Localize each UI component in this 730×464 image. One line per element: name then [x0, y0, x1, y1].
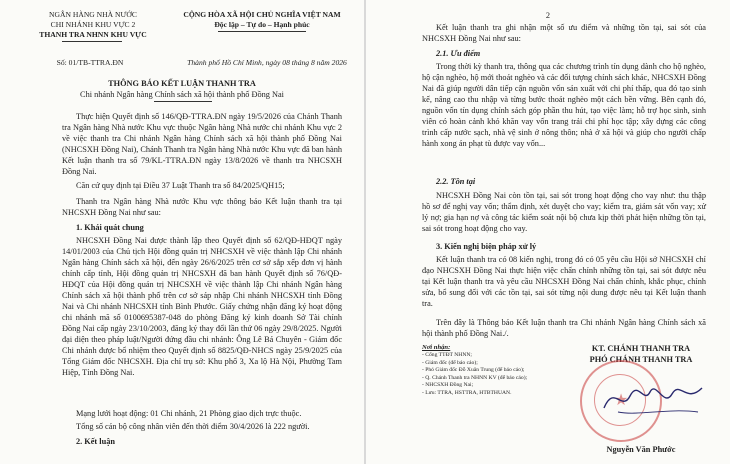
seal-star-icon: ★: [613, 392, 629, 409]
section-1-paragraph: NHCSXH Đồng Nai được thành lập theo Quyết định số 62/QĐ-HĐQT ngày 14/01/2003 của Chủ tịch Hội đồng quản trị NHCSXH về việc thành lập Chi nhánh Ngân hàng Chính sách xã hội, đến ngày 26/6/2025 trên cơ sở sắp xếp đơn vị hành chính cấp tỉnh, Hội đồng quản trị NHCSXH đã ban hành Quyết định số 76/QĐ-HĐQT của Hội đồng quản trị NHCSXH về việc thành lập Chi nhánh Ngân hàng Chính sách xã hội thành phố trên cơ sở sáp nhập Chi nhánh NHCSXH tỉnh Đồng Nai và Chi nhánh NHCSXH tỉnh Bình Phước. Giấy chứng nhận đăng ký hoạt động chi nhánh mã số 0100695387-048 do phòng Đăng ký kinh doanh Sở Tài chính Đồng Nai cấp ngày 23/10/2003, đăng ký thay đổi lần thứ 06 ngày 29/8/2025. Người đại diện theo pháp luật/Người đứng đầu chi nhánh: Ông Lê Bá Chuyên - Giám đốc Chi nhánh được bổ nhiệm theo Quyết định số 8825/QĐ-NHCS ngày 25/9/2025 của Tổng Giám đốc NHCSXH. Địa chỉ trụ sở: Khu phố 3, Xa lộ Hà Nội, Phường Tam Hiệp, Tỉnh Đồng Nai.: [62, 236, 342, 377]
place-date: Thành phố Hồ Chí Minh, ngày 08 tháng 8 năm 2026: [187, 58, 347, 67]
signer-title-line-2: PHÓ CHÁNH THANH TRA: [589, 355, 693, 364]
document-subtitle: Chi nhánh Ngân hàng Chính sách xã hội thành phố Đồng Nai: [80, 90, 284, 99]
recipient-item: - Lưu: TTRA, HSTTRA, HTBTHUAN.: [422, 389, 512, 396]
recipient-item: - Giám đốc (để báo cáo);: [422, 359, 478, 366]
org-line-3: THANH TRA NHNN KHU VỰC: [39, 30, 147, 39]
intro-paragraph: Thực hiện Quyết định số 146/QĐ-TTRA.ĐN ngày 19/5/2026 của Chánh Thanh tra Ngân hàng Nhà nước Khu vực thuộc Ngân hàng Nhà nước chi nhánh Khu vực 2 về việc thanh tra Chi nhánh Ngân hàng Chính sách xã hội thành phố Đồng Nai (NHCSXH Đồng Nai), Chánh Thanh tra Ngân hàng Nhà nước Khu vực đã ban hành Kết luận thanh tra số 79/KL-TTRA.ĐN ngày 13/8/2026 về thanh tra NHCSXH Đồng Nai.: [62, 112, 342, 176]
subsection-2-2-paragraph: NHCSXH Đồng Nai còn tồn tại, sai sót trong hoạt động cho vay như: thu thập hồ sơ để nghị vay vốn; thẩm định, xét duyệt cho vay; kiểm tra, giám sát vốn vay; xử lý nợ; gia hạn nợ và công tác kiểm soát nội bộ chưa kịp thời phát hiện những tồn tại, sai sót trong hoạt động cho vay.: [422, 191, 706, 233]
signer-title-line-1: KT. CHÁNH THANH TRA: [591, 344, 691, 353]
section-1-heading: 1. Khái quát chung: [76, 223, 144, 232]
page-number: 2: [545, 11, 551, 20]
org-line-1: NGÂN HÀNG NHÀ NƯỚC: [49, 10, 137, 19]
document-title: THÔNG BÁO KẾT LUẬN THANH TRA: [108, 79, 256, 88]
recipients-label: Nơi nhận:: [422, 344, 451, 351]
staff-text: Tổng số cán bộ công nhân viên đến thời điểm 30/4/2026 là 222 người.: [76, 422, 310, 431]
recipients-block: [422, 343, 572, 398]
org-line-2: CHI NHÁNH KHU VỰC 2: [50, 20, 136, 29]
national-motto: Độc lập – Tự do – Hạnh phúc: [214, 20, 310, 29]
section-2-heading: 2. Kết luận: [76, 437, 115, 446]
handwritten-signature: [598, 378, 708, 422]
recipient-item: - Phó Giám đốc Đỗ Xuân Trung (để báo cáo);: [422, 367, 525, 374]
recipient-item: - Q. Chánh Thanh tra NHNN KV (để báo cáo);: [422, 374, 528, 381]
title-underline: [154, 101, 212, 102]
section-3-heading: 3. Kiến nghị biện pháp xử lý: [436, 242, 537, 251]
section-3-paragraph: Kết luận thanh tra có 08 kiến nghị, trong đó có 05 yêu cầu Hội sở NHCSXH chỉ đạo NHCSXH Đồng Nai thực hiện việc chấn chỉnh những tồn tại, sai sót được nêu tại Kết luận thanh tra và yêu cầu NHCSXH Đồng Nai chấn chỉnh, khắc phục, chỉnh sửa, bổ sung đối với các tồn tại, sai sót từng nội dung được nêu tại Kết luận thanh tra.: [422, 255, 706, 308]
subsection-2-1-paragraph: Trong thời kỳ thanh tra, thông qua các chương trình tín dụng dành cho hộ nghèo, hộ cận nghèo, hộ mới thoát nghèo và các đối tượng chính sách khác, NHCSXH Đồng Nai đã giúp người dân tiếp cận nguồn vốn sản xuất với chi phí thấp, qua đó tạo sinh kế, nâng cao thu nhập và từng bước thoát nghèo một cách bền vững. Bên cạnh đó, nguồn vốn tín dụng chính sách góp phần thu hút, tạo việc làm; hỗ trợ học sinh, sinh viên có hoàn cảnh khó khăn vay vốn trang trải chi phí học tập; xây dựng các công trình cấp nước sạch, nhà vệ sinh ở nông thôn; nhà ở xã hội và giúp cho người chấp hành xong án phạt tù được vay vốn...: [422, 62, 707, 148]
announce-paragraph: Thanh tra Ngân hàng Nhà nước Khu vực thông báo Kết luận thanh tra tại NHCSXH Đồng Nai như sau:: [62, 197, 342, 217]
closing-paragraph: Trên đây là Thông báo Kết luận thanh tra Chi nhánh Ngân hàng Chính sách xã hội thành phố Đồng Nai./.: [422, 318, 706, 338]
issuing-org-header: [38, 10, 148, 40]
signer-name: Nguyễn Văn Phước: [606, 445, 676, 454]
document-page-1: [0, 0, 364, 464]
motto-underline: [218, 31, 306, 32]
document-page-2: [366, 0, 730, 464]
signature-block: [566, 343, 716, 365]
national-title: CỘNG HÒA XÃ HỘI CHỦ NGHĨA VIỆT NAM: [183, 10, 341, 19]
document-number: Số: 01/TB-TTRA.ĐN: [56, 58, 124, 67]
conclusion-intro: Kết luận thanh tra ghi nhận một số ưu điểm và những tồn tại, sai sót của NHCSXH Đồng Nai như sau:: [422, 23, 706, 43]
subsection-2-2-heading: 2.2. Tồn tại: [436, 177, 476, 186]
org-underline: [62, 41, 122, 42]
national-header: [162, 10, 362, 30]
subsection-2-1-heading: 2.1. Ưu điểm: [436, 49, 481, 58]
recipient-item: - Cổng TTĐT NHNN;: [422, 352, 472, 358]
legal-basis: Căn cứ quy định tại Điều 37 Luật Thanh tra số 84/2025/QH15;: [76, 181, 285, 190]
recipient-item: - NHCSXH Đồng Nai;: [422, 382, 474, 389]
network-text: Mạng lưới hoạt động: 01 Chi nhánh, 21 Phòng giao dịch trực thuộc.: [76, 409, 302, 418]
